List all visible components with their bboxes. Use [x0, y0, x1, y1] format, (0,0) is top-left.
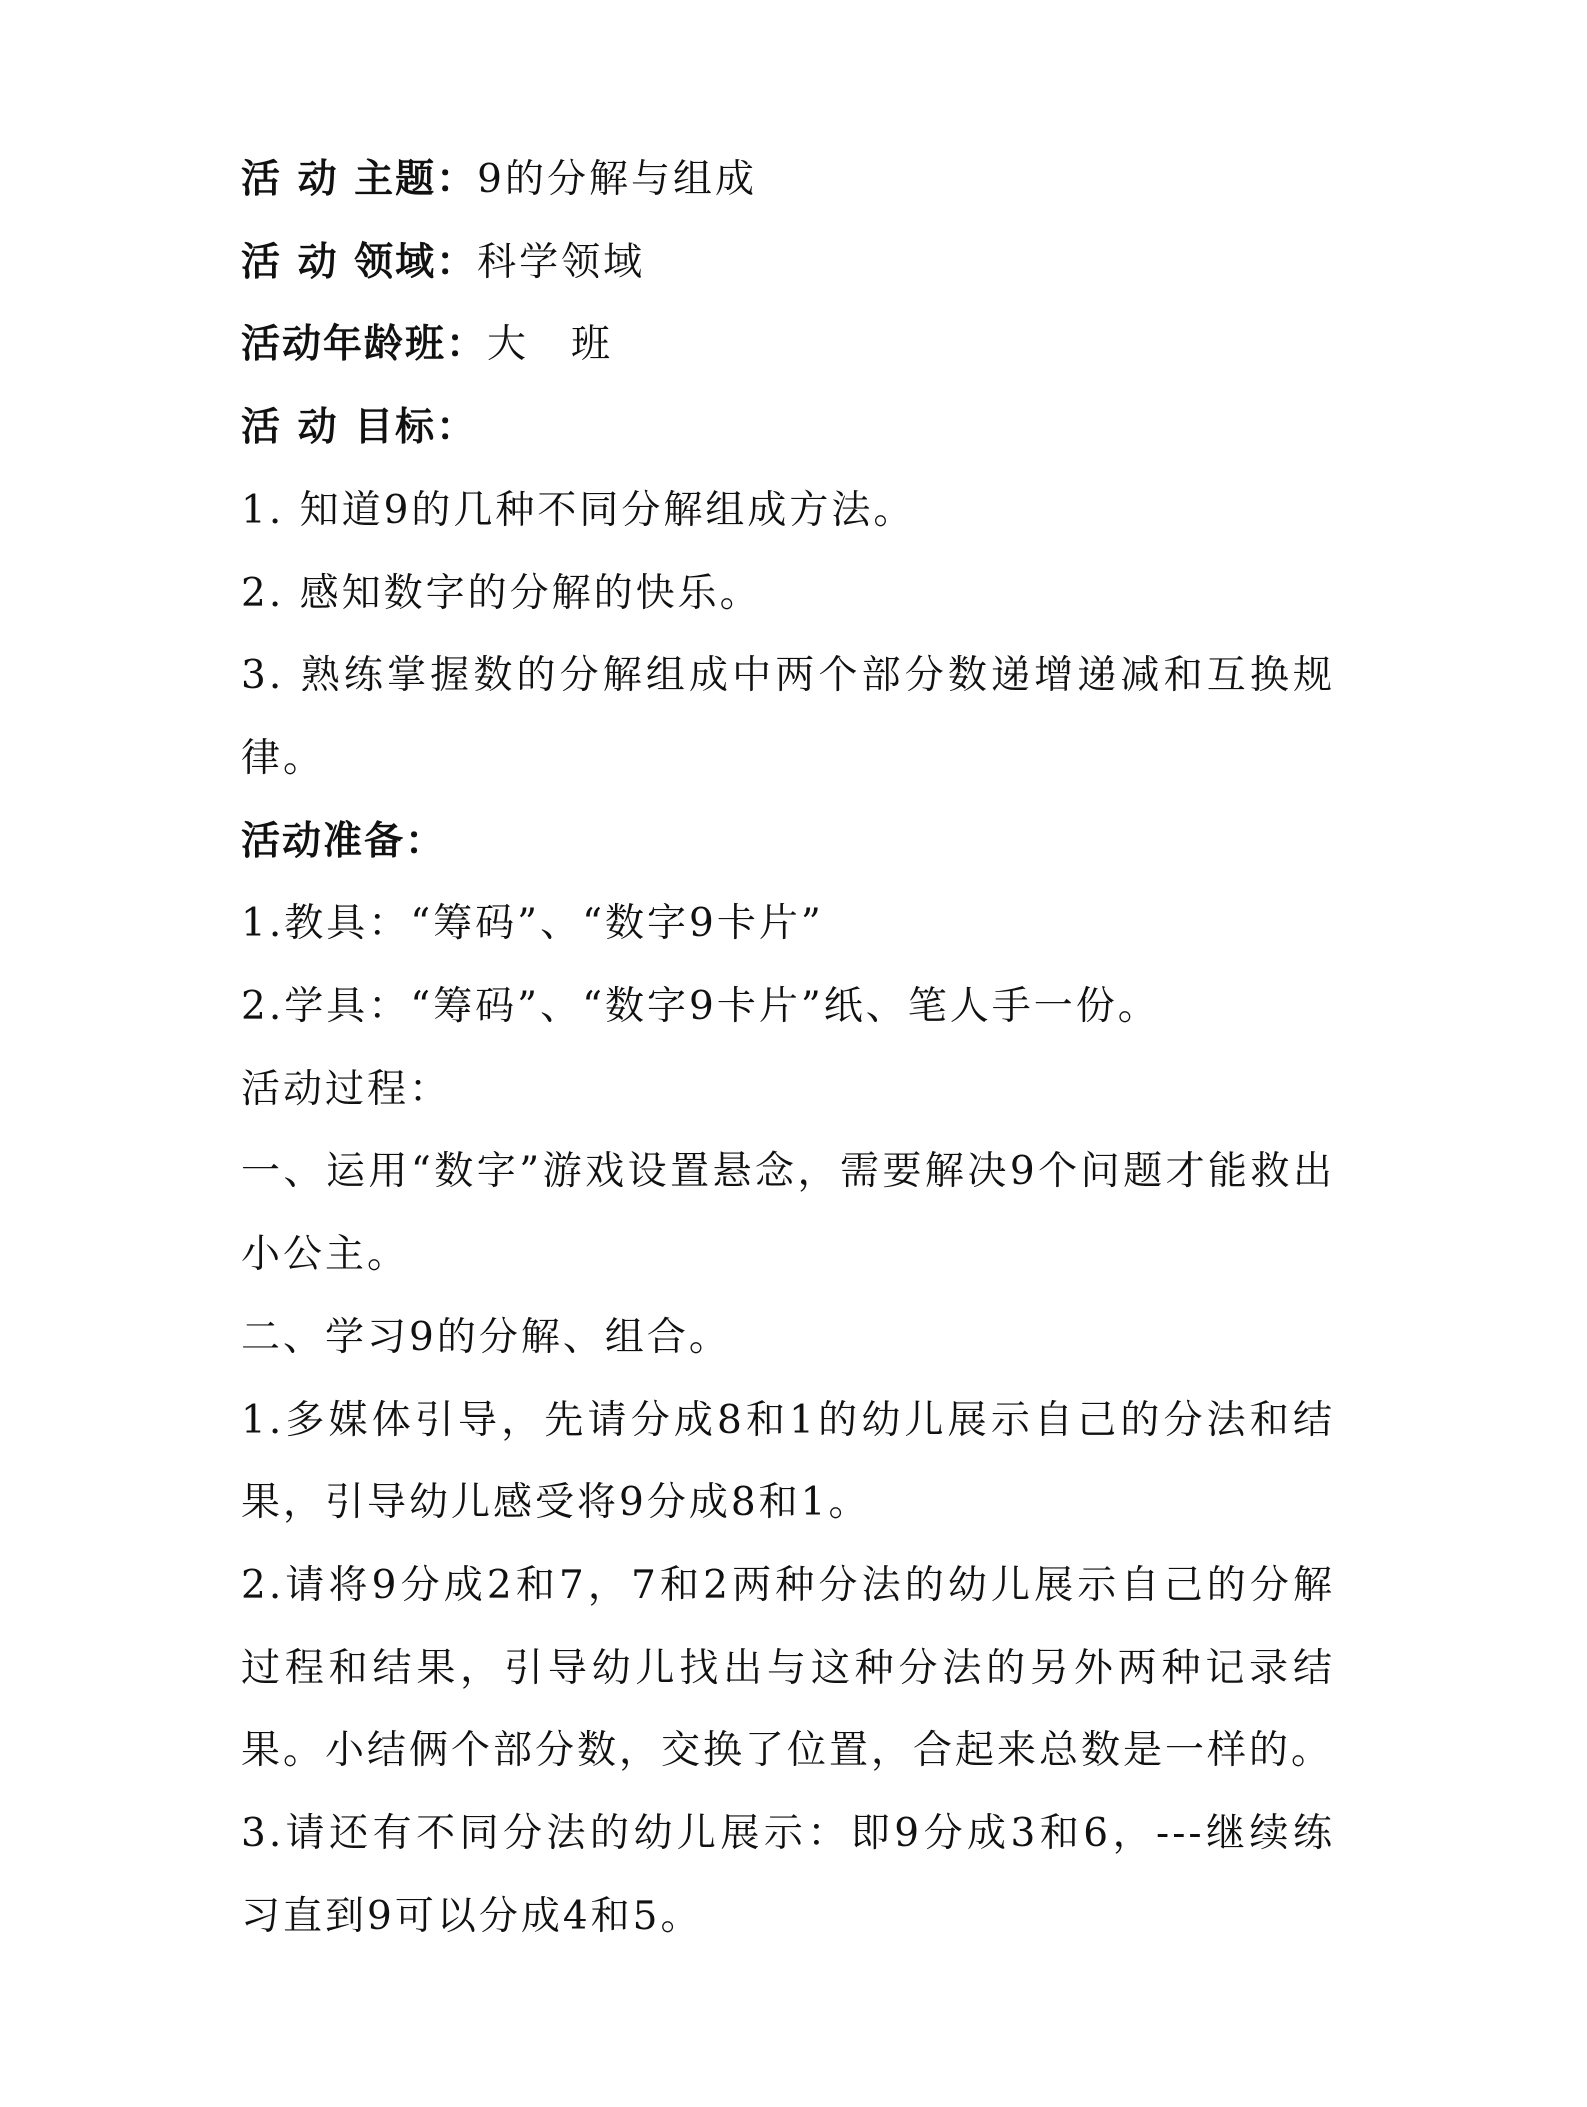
- field-value: 9的分解与组成: [477, 157, 757, 202]
- field-label: 活 动 领域：: [241, 239, 478, 285]
- document-page: [241, 139, 1335, 1958]
- field-label: 活 动 主题：: [241, 157, 478, 202]
- process-heading: 活动过程：: [241, 1066, 452, 1112]
- field-age-group: [241, 304, 1335, 387]
- field-label: 活动年龄班：: [241, 322, 488, 368]
- field-theme: [241, 139, 1335, 222]
- goal-item: 1. 知道9的几种不同分解组成方法。: [241, 487, 916, 533]
- process-item: 二、学习9的分解、组合。: [241, 1314, 731, 1360]
- preparation-item: 1.教具：“筹码”、“数字9卡片”: [241, 901, 824, 947]
- goal-item: 2. 感知数字的分解的快乐。: [241, 570, 762, 616]
- process-item: 1.多媒体引导，先请分成8和1的幼儿展示自己的分法和结果，引导幼儿感受将9分成8和1。: [241, 1397, 1335, 1526]
- goal-item: 3. 熟练掌握数的分解组成中两个部分数递增递减和互换规律。: [241, 653, 1335, 781]
- field-value: 大 班: [487, 322, 614, 368]
- goals-heading: 活 动 目标：: [241, 405, 478, 451]
- preparation-heading: 活动准备：: [241, 818, 447, 864]
- field-domain: [241, 222, 1335, 305]
- preparation-item: 2.学具：“筹码”、“数字9卡片”纸、笔人手一份。: [241, 984, 1160, 1030]
- process-item: 2.请将9分成2和7，7和2两种分法的幼儿展示自己的分解过程和结果，引导幼儿找出与这种分法的另外两种记录结果。小结俩个部分数，交换了位置，合起来总数是一样的。: [241, 1562, 1335, 1774]
- field-value: 科学领域: [477, 239, 646, 285]
- process-item: 一、运用“数字”游戏设置悬念，需要解决9个问题才能救出小公主。: [241, 1149, 1335, 1278]
- process-item: 3.请还有不同分法的幼儿展示：即9分成3和6，---继续练习直到9可以分成4和5。: [241, 1811, 1335, 1939]
